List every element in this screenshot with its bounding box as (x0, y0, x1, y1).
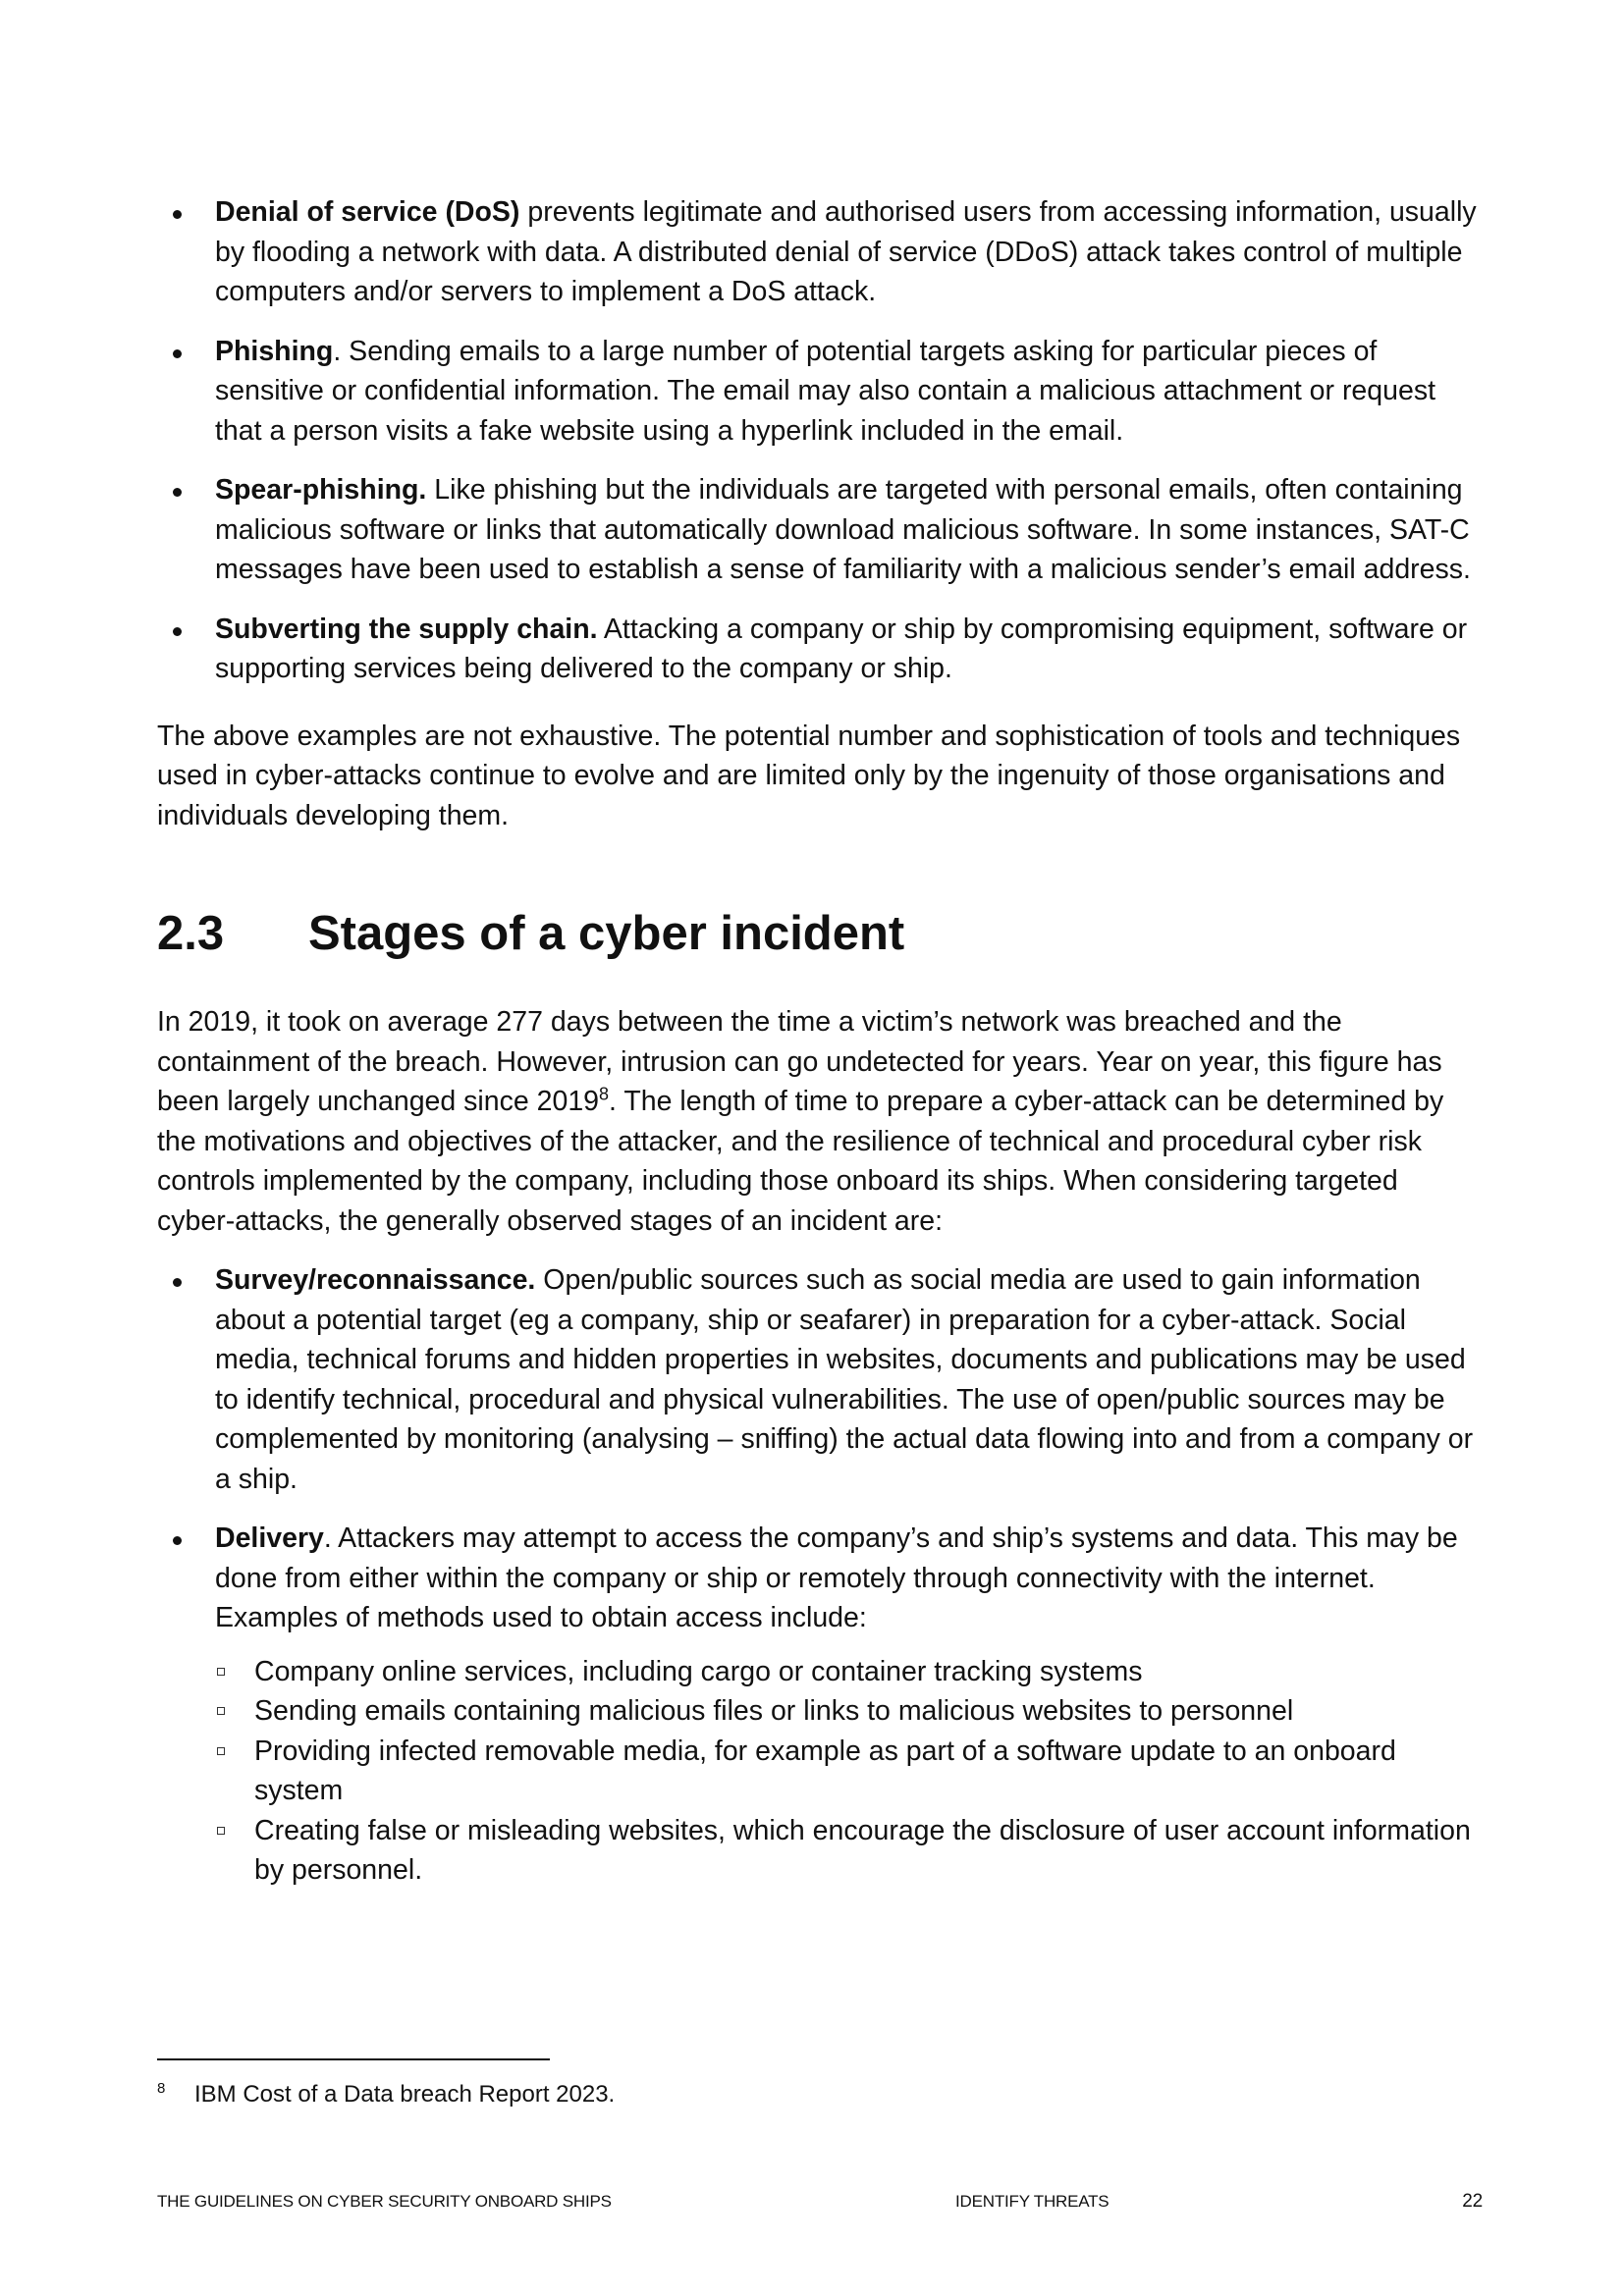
list-item-text: Like phishing but the individuals are targeted with personal emails, often containing malicious software or links that automatically download malicious software. In some instances, SAT-C messages have been used to establish a sense of familiarity with a malicious sender’s email address. (215, 474, 1471, 585)
footnote-divider (157, 2058, 550, 2060)
sub-list-item-text: Creating false or misleading websites, which encourage the disclosure of user account information by personnel. (254, 1814, 1471, 1886)
list-item-term: Denial of service (DoS) (215, 196, 520, 228)
intro-text-before: In 2019, it took on average 277 days between the time a victim’s network was breached and the containment of the breach. However, intrusion can go undetected for years. Year on year, this figure has been largely unchanged since 2019 (157, 1006, 1442, 1117)
list-item (157, 610, 1483, 689)
list-item (157, 332, 1483, 452)
bullet-icon (173, 488, 182, 497)
list-item-term: Phishing (215, 335, 334, 367)
list-item (157, 1519, 1483, 1891)
list-item-text: . Sending emails to a large number of potential targets asking for particular pieces of sensitive or confidential information. The email may also contain a malicious attachment or request that a person visits a fake website using a hyperlink included in the email. (215, 335, 1436, 447)
list-item (157, 1260, 1483, 1499)
bullet-icon (173, 1536, 182, 1545)
sub-list-item (215, 1691, 1483, 1732)
square-bullet-icon (217, 1747, 225, 1755)
footnote-number: 8 (157, 2080, 166, 2097)
delivery-methods-list (215, 1652, 1483, 1891)
list-item-text: Attacking a company or ship by compromising equipment, software or supporting services being delivered to the company or ship. (215, 613, 1468, 684)
list-item (157, 470, 1483, 590)
list-item (157, 192, 1483, 312)
sub-list-item-text: Sending emails containing malicious files or links to malicious websites to personnel (254, 1695, 1294, 1727)
section-title: Stages of a cyber incident (308, 907, 905, 960)
list-item-term: Survey/reconnaissance. (215, 1264, 536, 1296)
footer-chapter-title: IDENTIFY THREATS (955, 2192, 1110, 2211)
examples-paragraph: The above examples are not exhaustive. The potential number and sophistication of tools and techniques used in cyber-attacks continue to evolve and are limited only by the ingenuity of those organisations and individuals developing them. (157, 720, 1461, 831)
sub-list-item (215, 1811, 1483, 1891)
footnote-reference[interactable]: 8 (599, 1084, 610, 1104)
section-heading (157, 906, 1483, 961)
bullet-icon (173, 349, 182, 358)
sub-list-item-text: Company online services, including cargo or container tracking systems (254, 1655, 1143, 1687)
list-item-term: Subverting the supply chain. (215, 613, 598, 645)
attack-types-list (157, 192, 1483, 689)
footnote-text: IBM Cost of a Data breach Report 2023. (194, 2081, 616, 2108)
intro-paragraph (157, 1002, 1483, 1241)
bullet-icon (173, 210, 182, 219)
bullet-icon (173, 627, 182, 636)
page-number: 22 (1462, 2191, 1483, 2212)
incident-stages-list (157, 1260, 1483, 1891)
sub-list-item (215, 1652, 1483, 1692)
intro-text-after: . The length of time to prepare a cyber-attack can be determined by the motivations and objectives of the attacker, and the resilience of technical and procedural cyber risk controls implemented by the company, including those onboard its ships. When considering targeted cyber-attacks, the generally observed stages of an incident are: (157, 1086, 1444, 1237)
list-item-text: . Attackers may attempt to access the company’s and ship’s systems and data. This may be done from either within the company or ship or remotely through connectivity with the internet. Examples of methods used to obtain access include: (215, 1522, 1458, 1633)
square-bullet-icon (217, 1668, 225, 1676)
sub-list-item (215, 1732, 1483, 1811)
list-item-text: Open/public sources such as social media are used to gain information about a potential target (eg a company, ship or seafarer) in preparation for a cyber-attack. Social media, technical forums and hidden properties in websites, documents and publications may be used to identify technical, procedural and physical vulnerabilities. The use of open/public sources may be complemented by monitoring (analysing – sniffing) the actual data flowing into and from a company or a ship. (215, 1264, 1474, 1495)
list-item-text: prevents legitimate and authorised users from accessing information, usually by flooding a network with data. A distributed denial of service (DDoS) attack takes control of multiple computers and/or servers to implement a DoS attack. (215, 196, 1477, 307)
list-item-term: Spear-phishing. (215, 474, 427, 506)
page-content (157, 192, 1483, 1910)
bullet-icon (173, 1278, 182, 1287)
sub-list-item-text: Providing infected removable media, for example as part of a software update to an onboard system (254, 1735, 1396, 1806)
square-bullet-icon (217, 1827, 225, 1835)
square-bullet-icon (217, 1707, 225, 1715)
footer-document-title: THE GUIDELINES ON CYBER SECURITY ONBOARD SHIPS (157, 2192, 612, 2211)
list-item-term: Delivery (215, 1522, 324, 1554)
section-number: 2.3 (157, 907, 225, 960)
